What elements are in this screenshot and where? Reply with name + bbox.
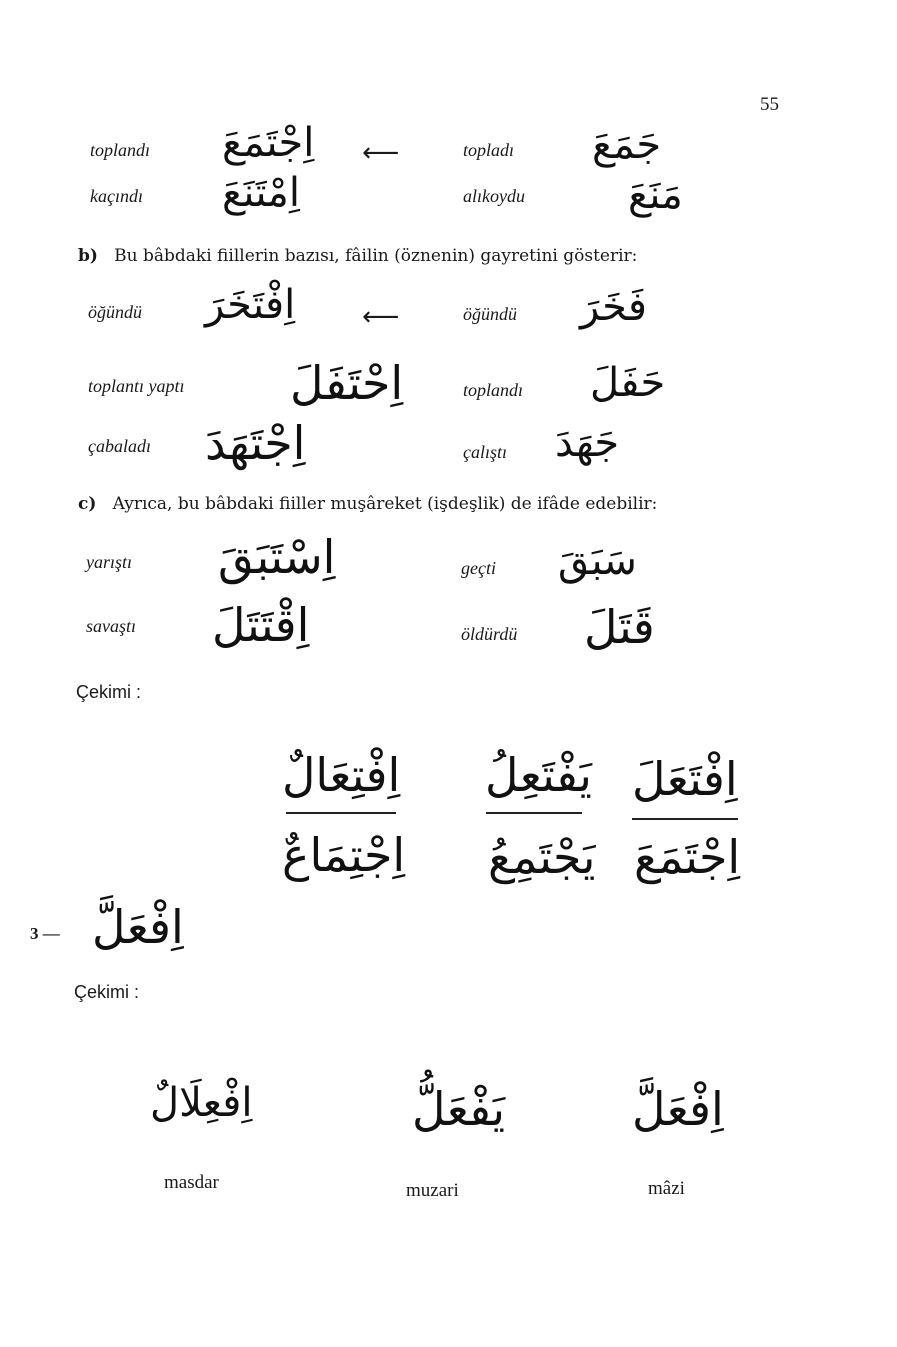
arabic-istebeka: اِسْتَبَقَ: [218, 530, 336, 584]
form-muzari: يَفْعَلُّ: [412, 1082, 506, 1136]
section-c-text: Ayrıca, bu bâbdaki fiiller muşâreket (işdeşlik) de ifâde edebilir:: [112, 494, 658, 514]
arrow-left-icon: ⟵: [362, 138, 400, 168]
section-3-pattern: اِفْعَلَّ: [92, 900, 184, 954]
conjugation-muzari-pattern: يَفْتَعِلُ: [485, 748, 592, 802]
arabic-katele: قَتَلَ: [584, 600, 655, 654]
translation-toplandi: toplandı: [90, 140, 151, 160]
translation-toplanti-yapti: toplantı yaptı: [88, 376, 185, 396]
page-number: 55: [760, 94, 779, 115]
section-b-text: Bu bâbdaki fiillerin bazısı, fâilin (öznenin) gayretini gösterir:: [114, 246, 638, 266]
conjugation-masdar-example: اِجْتِمَاعٌ: [282, 828, 406, 882]
translation-alikoydu: alıkoydu: [463, 186, 525, 206]
caption-muzari: muzari: [406, 1180, 459, 1201]
divider-line: [632, 818, 738, 820]
translation-gecti: geçti: [461, 558, 496, 578]
translation-ogundu-2: öğündü: [463, 304, 517, 324]
arabic-ictehede: اِجْتَهَدَ: [205, 416, 306, 470]
arabic-fehara: فَخَرَ: [580, 284, 648, 330]
translation-kacindi: kaçındı: [90, 186, 143, 206]
section-b-paragraph: [78, 246, 637, 266]
caption-mazi: mâzi: [648, 1178, 685, 1199]
arabic-menea: مَنَعَ: [628, 172, 683, 218]
conjugation-mazi-example: اِجْتَمَعَ: [634, 830, 741, 884]
translation-calisti: çalıştı: [463, 442, 507, 462]
divider-line: [286, 812, 396, 814]
translation-ogundu-1: öğündü: [88, 302, 142, 322]
conjugation-muzari-example: يَجْتَمِعُ: [488, 830, 596, 884]
conjugation-mazi-pattern: اِفْتَعَلَ: [632, 752, 738, 806]
form-mazi: اِفْعَلَّ: [632, 1082, 724, 1136]
cekimi-heading-1: Çekimi :: [76, 682, 142, 702]
translation-toplandi-2: toplandı: [463, 380, 524, 400]
arabic-hafele: حَفَلَ: [590, 360, 666, 406]
translation-savasti: savaştı: [86, 616, 137, 636]
section-c-marker: c): [78, 494, 97, 514]
form-masdar: اِفْعِلَالٌ: [150, 1080, 253, 1126]
arabic-ihtefele: اِحْتَفَلَ: [290, 356, 404, 410]
arrow-left-icon: ⟵: [362, 302, 400, 332]
arabic-cemea: جَمَعَ: [592, 122, 662, 168]
section-3-number: 3 —: [30, 924, 60, 943]
arabic-ictemea: اِجْتَمَعَ: [222, 120, 315, 166]
caption-masdar: masdar: [164, 1172, 219, 1193]
arabic-imtenea: اِمْتَنَعَ: [222, 170, 300, 216]
translation-oldurdu: öldürdü: [461, 624, 518, 644]
translation-cabaladi: çabaladı: [88, 436, 151, 456]
arabic-iftehara: اِفْتَخَرَ: [205, 282, 296, 328]
translation-yaristi: yarıştı: [86, 552, 133, 572]
arabic-iktetele: اِقْتَتَلَ: [212, 598, 310, 652]
divider-line: [486, 812, 582, 814]
arabic-sebeka: سَبَقَ: [558, 538, 637, 584]
section-b-marker: b): [78, 246, 98, 266]
cekimi-heading-2: Çekimi :: [74, 982, 140, 1002]
translation-topladi: topladı: [463, 140, 515, 160]
conjugation-masdar-pattern: اِفْتِعَالٌ: [282, 748, 401, 802]
arabic-cehede: جَهَدَ: [555, 420, 620, 466]
section-c-paragraph: [78, 494, 657, 514]
